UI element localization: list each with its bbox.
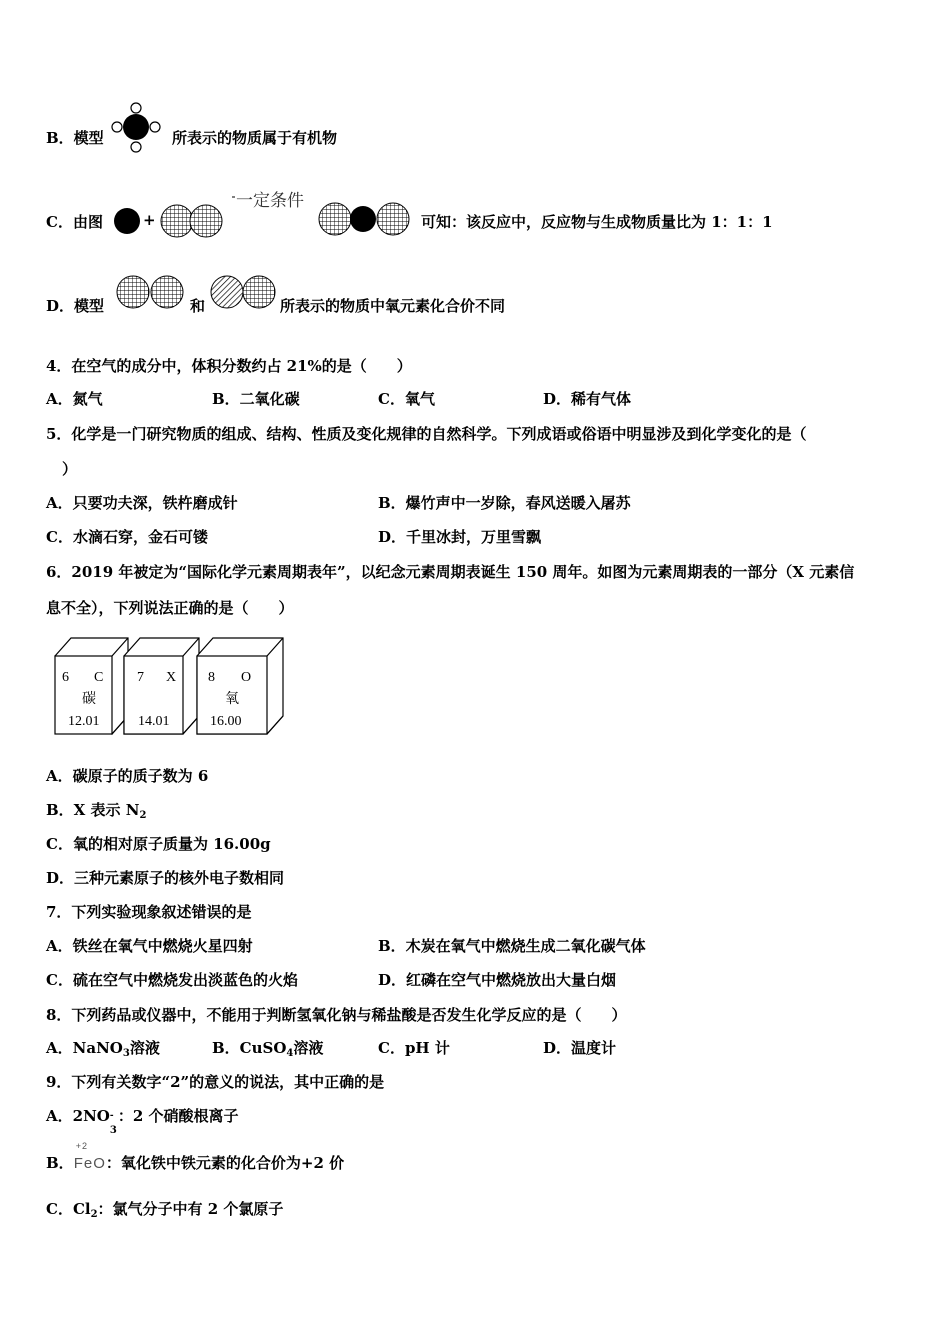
plus-sign: + <box>143 211 156 229</box>
q3-option-b-prefix: B．模型 <box>46 129 104 147</box>
element-number: 8 <box>208 670 215 685</box>
reaction-condition-label: 一定条件 <box>236 191 304 211</box>
q3-option-d-suffix: 所表示的物质中氧元素化合价不同 <box>280 297 506 315</box>
q7-option-c: C．硫在空气中燃烧发出淡蓝色的火焰 <box>46 971 298 989</box>
q7-option-b: B．木炭在氧气中燃烧生成二氧化碳气体 <box>378 937 646 955</box>
oxide-molecule-model-image <box>210 274 280 310</box>
element-name: 氧 <box>225 692 239 707</box>
element-symbol: X <box>166 670 177 685</box>
q4-stem: 4．在空气的成分中，体积分数约占 21%的是（ ） <box>46 357 412 375</box>
q5-option-b: B．爆竹声中一岁除，春风送暖入屠苏 <box>378 494 631 512</box>
q7-option-a: A．铁丝在氧气中燃烧火星四射 <box>46 937 253 955</box>
q3-option-b-suffix: 所表示的物质属于有机物 <box>172 129 338 147</box>
element-number: 7 <box>137 670 144 685</box>
q8-stem: 8．下列药品或仪器中，不能用于判断氢氧化钠与稀盐酸是否发生化学反应的是（ ） <box>46 1006 627 1024</box>
element-number: 6 <box>62 670 69 685</box>
q9-stem: 9．下列有关数字“2”的意义的说法，其中正确的是 <box>46 1073 385 1091</box>
q5-stem-line1: 5．化学是一门研究物质的组成、结构、性质及变化规律的自然科学。下列成语或俗语中明显涉及到化学变化的是（ <box>46 425 807 443</box>
q4-option-a: A．氮气 <box>46 390 103 408</box>
element-mass: 12.01 <box>68 714 100 729</box>
q3-option-d-and: 和 <box>190 297 206 315</box>
q5-option-a: A．只要功夫深，铁杵磨成针 <box>46 494 238 512</box>
q6-option-d: D．三种元素原子的核外电子数相同 <box>46 869 285 887</box>
q8-option-b: B．CuSO$_4$溶液 <box>212 1039 324 1059</box>
q3-option-c-suffix: 可知：该反应中，反应物与生成物质量比为 1：1：1 <box>421 213 773 231</box>
element-mass: 14.01 <box>138 714 170 729</box>
q7-option-d: D．红磷在空气中燃烧放出大量白烟 <box>378 971 617 989</box>
element-mass: 16.00 <box>210 714 242 729</box>
q6-option-a: A．碳原子的质子数为 6 <box>46 767 209 785</box>
q9-option-a: A．2NO - 3 ：2 个硝酸根离子 <box>46 1107 239 1136</box>
q5-option-c: C．水滴石穿，金石可镂 <box>46 528 208 546</box>
q6-option-c: C．氧的相对原子质量为 16.00g <box>46 835 271 853</box>
q5-option-d: D．千里冰封，万里雪飘 <box>378 528 542 546</box>
element-symbol: C <box>94 670 104 685</box>
q6-option-b: B．X 表示 $N_2$ <box>46 801 147 821</box>
q6-stem-line1: 6．2019 年被定为“国际化学元素周期表年”，以纪念元素周期表诞生 150 周年。如图为元素周期表的一部分（X 元素信 <box>46 563 855 581</box>
q4-option-c: C．氧气 <box>378 390 435 408</box>
q3-option-c-prefix: C．由图 <box>46 213 103 231</box>
q3-option-d-prefix: D．模型 <box>46 297 105 315</box>
q7-stem: 7．下列实验现象叙述错误的是 <box>46 903 252 921</box>
q4-option-d: D．稀有气体 <box>543 390 632 408</box>
oxygen-molecule-model-image <box>116 274 188 310</box>
methane-model-image <box>108 100 168 156</box>
q4-option-b: B．二氧化碳 <box>212 390 300 408</box>
q9-option-b: B． +2 FeO：氧化铁中铁元素的化合价为+2 价 <box>46 1141 345 1172</box>
q8-option-a: A．NaNO$_3$溶液 <box>46 1039 160 1059</box>
q6-stem-line2: 息不全），下列说法正确的是（ ） <box>46 599 294 617</box>
q9-option-c: C．$Cl_2$：氯气分子中有 2 个氯原子 <box>46 1200 284 1220</box>
element-symbol: O <box>241 670 252 685</box>
q8-option-c: C．pH 计 <box>378 1039 450 1057</box>
q8-option-d: D．温度计 <box>543 1039 617 1057</box>
q5-stem-line2: ） <box>62 460 78 478</box>
element-name: 碳 <box>82 692 96 707</box>
